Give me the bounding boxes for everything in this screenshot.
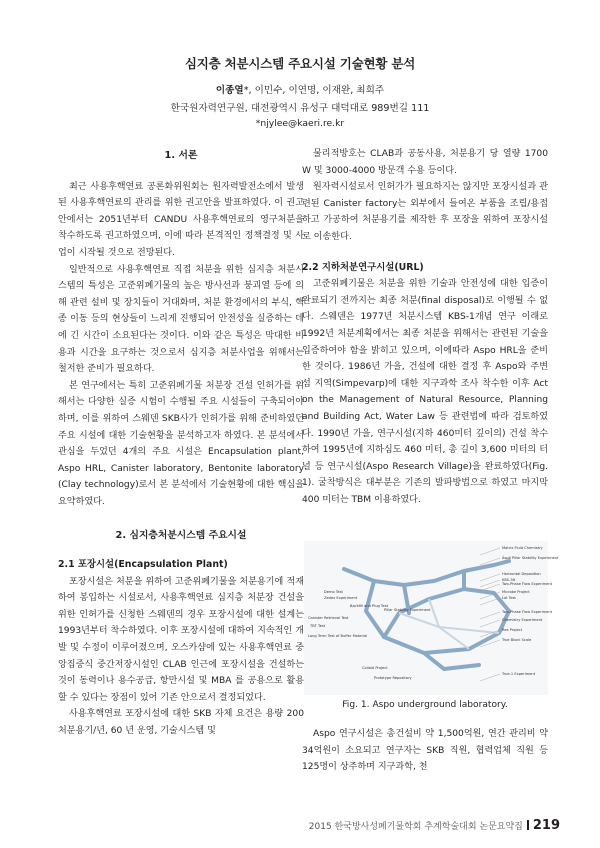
paragraph: 포장시설은 처분을 위하여 고준위폐기물을 처분용기에 적재하여 봉입하는 시설로서, 사용후핵연료 심지층 처분장 건설을 위한 인허가를 신청한 스웨덴의 경우 포장시설에 대한 설계는 1993년부터 착수하였다. 이후 포장시설에 대하여 지속적인 개발 및 수정이 이루어졌으며, 오스카샴에 있는 사용후핵연료 중앙집중식 중간저장시설인 CLAB 인근에 포장시설을 건설하는 것이 동력이나 용수공급, 항만시설 및 MBA 를 공용으로 활용할 수 있다는 장점이 있어 기존 안으로서 결정되었다. [58,576,304,703]
figure-label-left-5: Long Term Test of Buffer Material [308,634,368,638]
figure-label-right-9: Rex Project [502,628,523,632]
paragraph: 본 연구에서는 특히 고준위폐기물 처분장 건설 인허가를 위해서는 다양한 실증 시험이 수행될 주요 시설들이 구축되어야 하며, 이를 위하여 스웨덴 SKB사가 인허가를 위해 준비하였던 주요 시설에 대한 기술현황을 분석하고자 하였다. 본 분석에서 관심을 두었던 4개의 주요 시설은 Encapsulation plant, Aspo HRL, Canister laboratory, Bentonite laboratory (Clay technology)로서 본 분석에서 기술현황에 대한 핵심을 요약하였다. [58,380,304,507]
figure-label-left-1: Zedex Experiment [324,596,358,600]
coauthors: , 이민수, 이연명, 이재완, 최희주 [248,85,385,96]
right-column [302,146,548,508]
paper-title: 심지층 처분시스템 주요시설 기술현황 분석 [184,56,416,71]
paragraph: 원자력시설로서 인허가가 필요하지는 않지만 포장시설과 관련된 Canister factory는 외부에서 들여온 부품을 조립/용접하고 가공하여 처분용기를 제작한 후 포장을 위하여 포장시설로 이송한다. [302,182,548,242]
lead-author-mark: * [243,85,249,96]
page-number: 219 [532,818,560,833]
figure-label-left-3: Canister Retrieval Test [308,616,349,620]
section-2-1-heading: 2.1 포장시설(Encapsulation Plant) [58,559,228,571]
figure-label-left-6: Pillar Stability Experiment [384,608,431,612]
lead-author: 이종열 [215,85,244,96]
figure-label-left-4: TBT Test [310,624,326,628]
figure-label-right-3: KBS-3H [502,578,516,582]
left-column [58,146,304,740]
affiliation: 한국원자력연구원, 대전광역시 유성구 대덕대로 989번길 111 [170,103,430,114]
figure-label-right-11: True-1 Experiment [502,672,536,676]
section-2-2-heading: 2.2 지하처분연구시설(URL) [302,261,424,273]
section-2-heading: 2. 심지층처분시스템 주요시설 [115,530,247,542]
page-footer [309,818,560,833]
author-email: *njylee@kaeri.re.kr [255,118,345,129]
figure-label-right-5: Microbe Project [502,590,530,594]
figure-label-left-0: Demo Test [324,590,343,594]
author-line [0,82,600,96]
figure-label-right-1: Äspö Pillar Stability Experiment [502,556,559,560]
figure-label-right-7: Two-Phase Flow Experiment [502,610,553,614]
figure-label-right-2: Horizontal Deposition [502,572,541,576]
footer-divider [527,820,529,830]
paragraph: 최근 사용후핵연료 공론화위원회는 원자력발전소에서 발생된 사용후핵연료의 관리를 위한 권고안을 발표하였다. 이 권고안에서는 2051년부터 CANDU 사용후핵연료의 영구처분을 착수하도록 권고하였으며, 이에 따라 본격적인 정책결정 및 사업이 시작될 것으로 전망된다. [58,181,304,258]
figure-label-left-8: Prototype Repository [374,676,412,680]
figure-label-right-10: True Block Scale [502,638,532,642]
section-1-heading: 1. 서론 [164,150,198,161]
paragraph: 고준위폐기물은 처분을 위한 기술과 안전성에 대한 입증이 완료되기 전까지는 최종 처분(final disposal)로 이행될 수 없다. 스웨덴은 1977년 처분시스템 KBS-1개념 연구 이래로 1992년 처분계획에서는 최종 처분을 위해서는 관련된 기술을 입증하여야 함을 밝히고 있으며, 이에따라 Aspo HRL을 준비한 것이다. 1986년 가을, 건설에 대한 결정 후 Aspo와 주변 섬 지역(Simpevarp)에 대한 지구과학 조사 착수한 이후 Act on the Management of Natural Resource, Planning and Building Act, Water Law 등 관련법에 따라 검토하였다. 1990년 가을, 연구시설(지하 460미터 깊이의) 건설 착수하여 1995년에 지하심도 460 미터, 총 길이 3,600 미터의 터널 등 연구시설(Aspo Research Village)을 완료하였다(Fig. 1). 굴착방식은 대부분은 기존의 발파방법으로 하였고 마지막 400 미터는 TBM 이용하였다. [302,279,548,505]
aspo-laboratory-figure [304,541,559,695]
paragraph: 물리적방호는 CLAB과 공동사용, 처분용기 당 열량 1700 W 및 3000-4000 방문객 수용 등이다. [302,149,548,176]
figure-label-right-8: Chemistry Experiment [502,618,543,622]
figure-label-left-2: Backfill and Plug Test [350,604,388,608]
footer-text: 2015 한국방사성폐기물학회 추계학술대회 논문요약집 [308,822,523,832]
figure-caption: Fig. 1. Aspo underground laboratory. [342,700,508,710]
paragraph: 사용후핵연료 포장시설에 대한 SKB 자체 요건은 용량 200 처분용기/년, 60 년 운영, 기술시스템 및 [58,709,304,736]
figure-label-right-4: Two-Phase Flow Experiment [502,582,553,586]
figure-label-right-6: Lot Test [502,596,516,600]
paragraph: Aspo 연구시설은 총건설비 약 1,500억원, 연간 관리비 약 34억원이 소요되고 연구자는 SKB 직원, 협력업체 직원 등 125명이 상주하며 지구과학, 천 [302,729,548,773]
figure-label-right-0: Matrix Fluid Chemistry [502,546,543,550]
figure-label-left-7: Colloid Project [362,666,388,670]
paragraph: 일반적으로 사용후핵연료 직접 처분을 위한 심지층 처분시스템의 특성은 고준위폐기물의 높은 방사선과 붕괴열 등에 의해 관련 설비 및 장치들이 거대화며, 처분 환경에서의 부식, 핵종 이동 등의 현상들이 느리게 진행되어 안전성을 실증하는 데에 긴 시간이 소요된다는 것이다. 이와 같은 특성은 막대한 비용과 시간을 요구하는 것으로서 심지층 처분사업을 위해서는 철저한 준비가 필요하다. [58,264,304,375]
